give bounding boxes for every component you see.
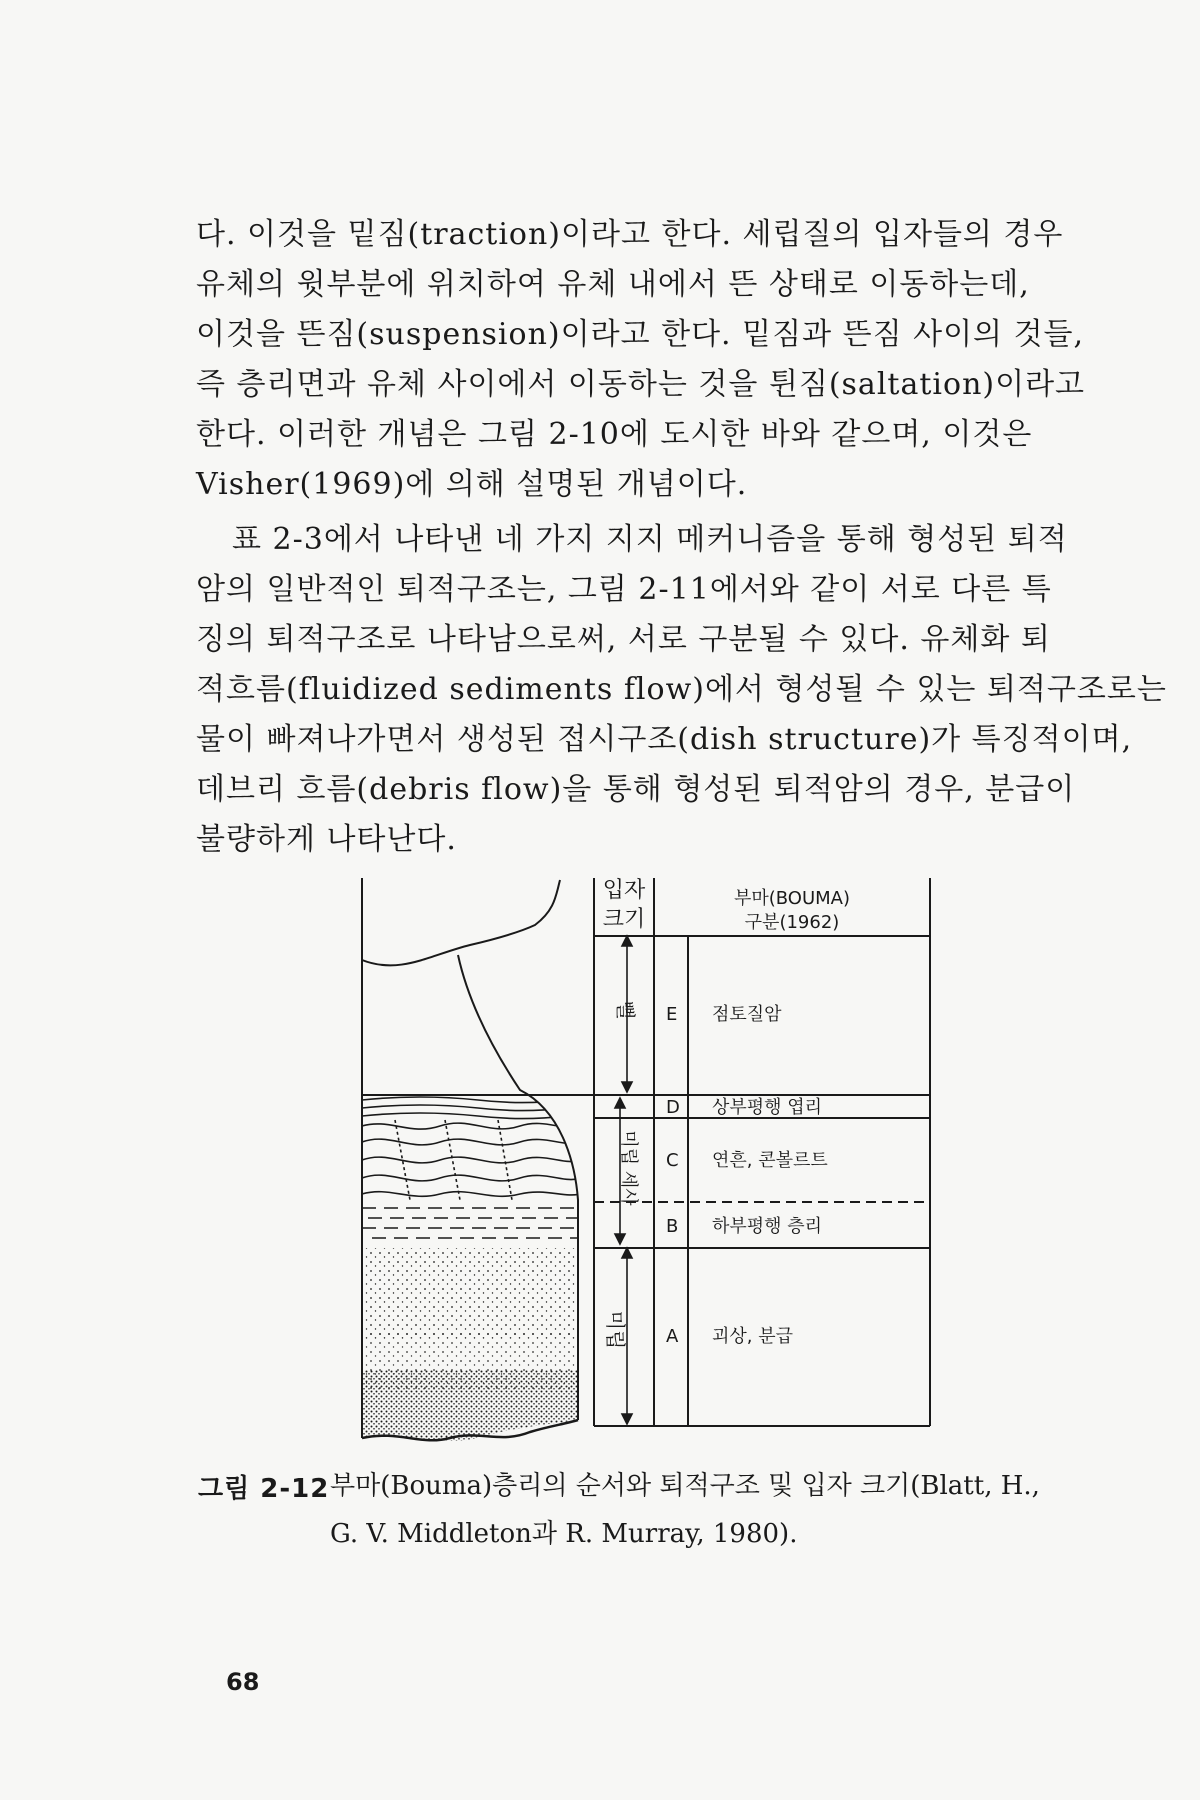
unit-desc-e: 점토질암 — [712, 1004, 782, 1025]
page-number: 68 — [226, 1668, 260, 1696]
grain-label-fine-sand: 미립 세사 — [618, 1130, 639, 1206]
unit-code-b: B — [666, 1216, 679, 1237]
grain-label-mud: 뻘 — [613, 1000, 638, 1020]
unit-desc-b: 하부평행 층리 — [712, 1216, 823, 1237]
text-line: 유체의 윗부분에 위치하여 유체 내에서 뜬 상태로 이동하는데, — [196, 267, 1030, 302]
unit-code-c: C — [666, 1150, 679, 1171]
text-line: Visher(1969)에 의해 설명된 개념이다. — [196, 467, 748, 502]
text-line: 불량하게 나타난다. — [196, 822, 457, 857]
text-line: 즉 층리면과 유체 사이에서 이동하는 것을 튄짐(saltation)이라고 — [196, 367, 1086, 402]
unit-code-d: D — [666, 1097, 680, 1118]
text-line: 암의 일반적인 퇴적구조는, 그림 2-11에서와 같이 서로 다른 특 — [196, 572, 1052, 607]
header-grain-size-line2: 크기 — [602, 907, 646, 932]
text-line: 적흐름(fluidized sediments flow)에서 형성될 수 있는 퇴적구조로는 — [196, 672, 1167, 707]
text-line: 데브리 흐름(debris flow)을 통해 형성된 퇴적암의 경우, 분급이 — [196, 772, 1076, 807]
text-line: 징의 퇴적구조로 나타남으로써, 서로 구분될 수 있다. 유체화 퇴 — [196, 622, 1051, 657]
text-line: 물이 빠져나가면서 생성된 접시구조(dish structure)가 특징적이며, — [196, 722, 1133, 757]
header-grain-size-line1: 입자 — [602, 878, 646, 903]
text-line: 표 2-3에서 나타낸 네 가지 지지 메커니즘을 통해 형성된 퇴적 — [232, 522, 1068, 557]
sediment-column — [362, 880, 582, 1450]
caption-line: G. V. Middleton과 R. Murray, 1980). — [330, 1519, 798, 1549]
header-bouma-line1: 부마(BOUMA) — [733, 888, 851, 909]
unit-desc-c: 연흔, 콘볼르트 — [712, 1150, 828, 1171]
text-line: 다. 이것을 밑짐(traction)이라고 한다. 세립질의 입자들의 경우 — [196, 217, 1064, 252]
unit-desc-a: 괴상, 분급 — [712, 1326, 793, 1347]
figure-caption — [330, 1462, 1130, 1558]
grain-label-fine: 미립 — [603, 1310, 628, 1350]
header-bouma-line2: 구분(1962) — [744, 912, 840, 933]
caption-line: 부마(Bouma)층리의 순서와 퇴적구조 및 입자 크기(Blatt, H., — [330, 1471, 1040, 1501]
unit-desc-d: 상부평행 엽리 — [712, 1097, 823, 1118]
text-line: 이것을 뜬짐(suspension)이라고 한다. 밑짐과 뜬짐 사이의 것들, — [196, 317, 1085, 352]
text-line: 한다. 이러한 개념은 그림 2-10에 도시한 바와 같으며, 이것은 — [196, 417, 1033, 452]
unit-code-a: A — [666, 1326, 679, 1347]
unit-code-e: E — [666, 1004, 678, 1025]
figure-caption-label: 그림 2-12 — [198, 1474, 330, 1504]
